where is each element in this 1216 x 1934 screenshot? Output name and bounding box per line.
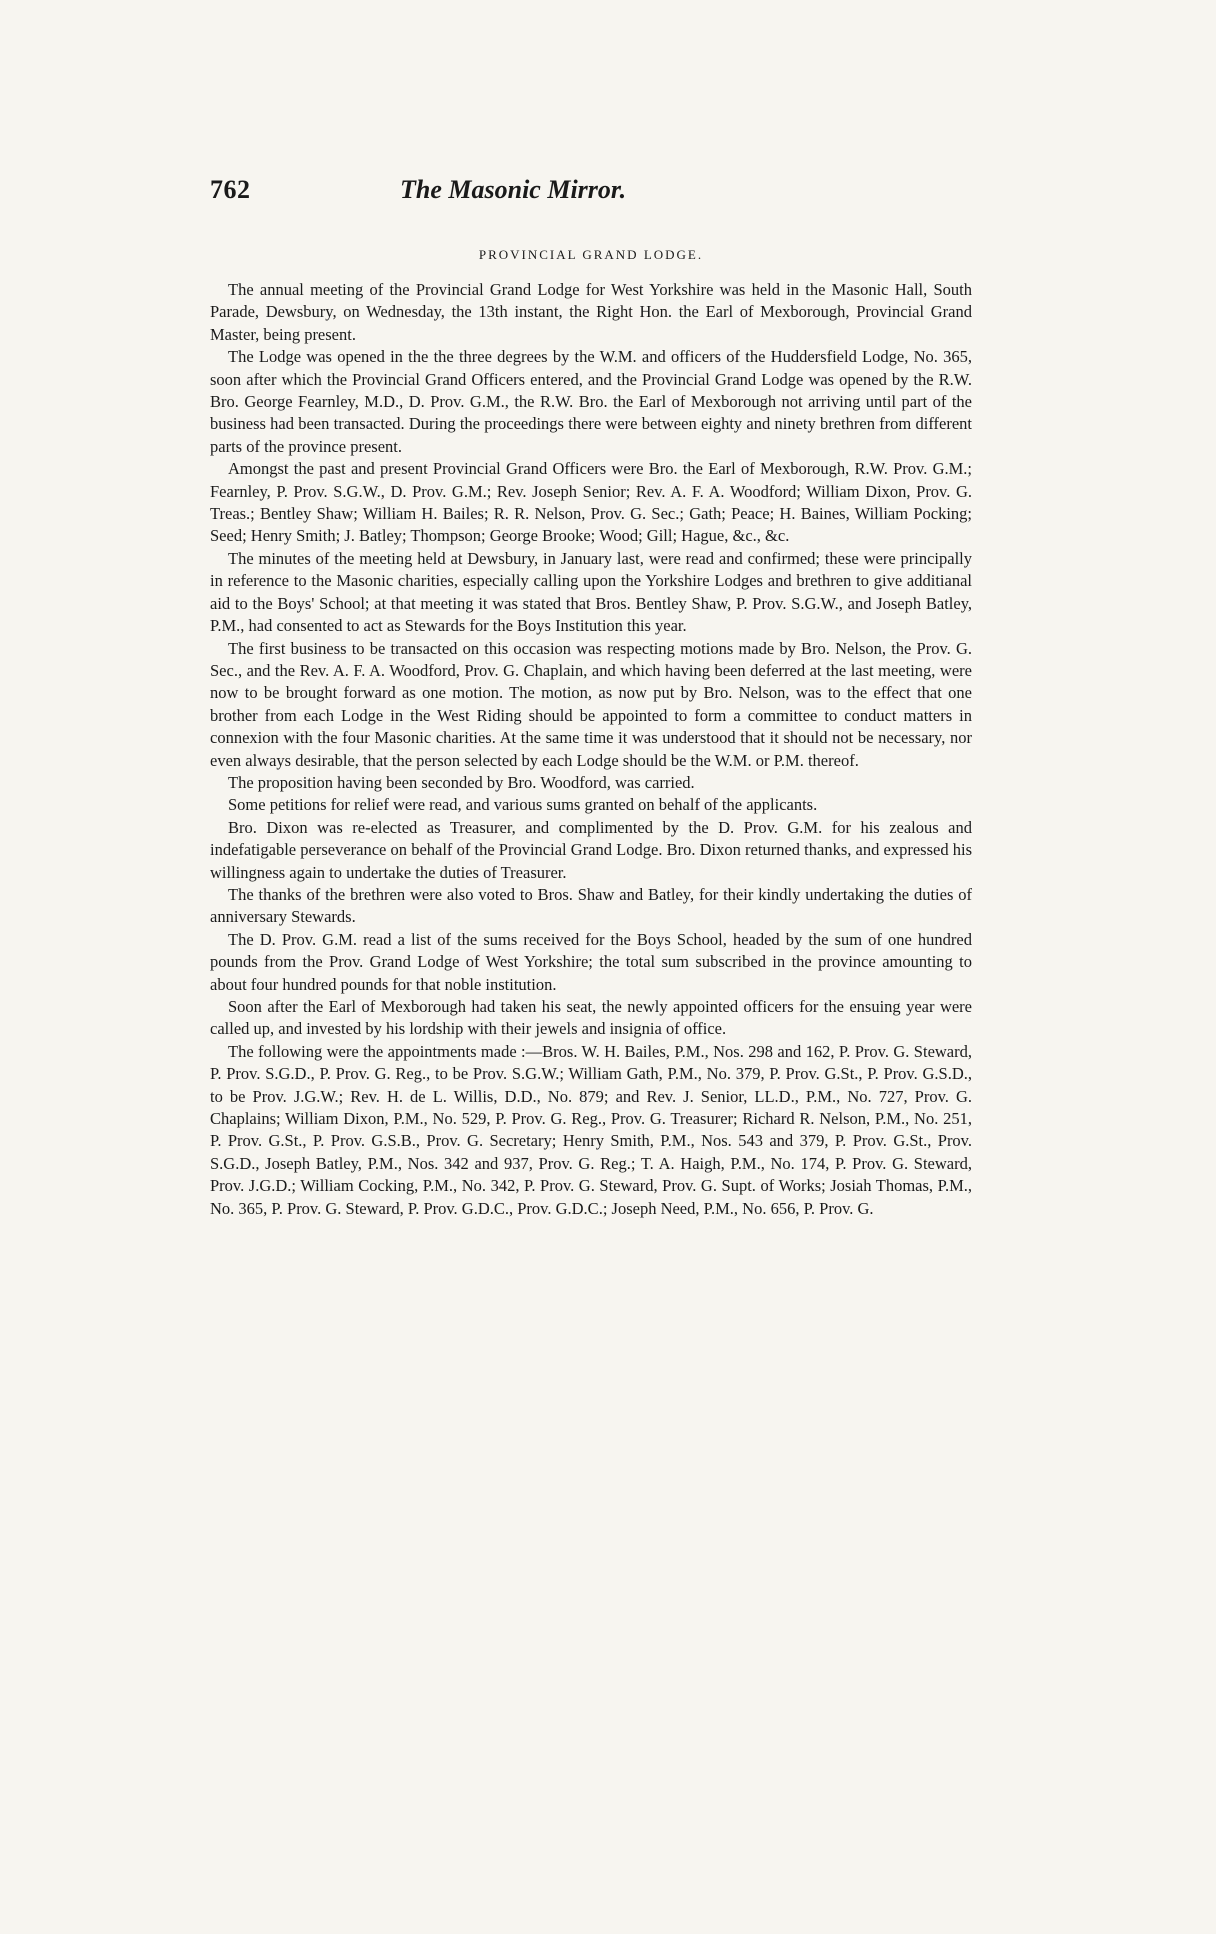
page-number: 762: [210, 175, 251, 204]
paragraph: The thanks of the brethren were also voted to Bros. Shaw and Batley, for their kindly undertaking the duties of anniversary Stewards.: [210, 884, 972, 927]
paragraph: The minutes of the meeting held at Dewsbury, in January last, were read and confirmed; these were principally in reference to the Masonic charities, especially calling upon the Yorkshire Lodges and brethren to give additianal aid to the Boys' School; at that meeting it was stated that Bros. Bentley Shaw, P. Prov. S.G.W., and Joseph Batley, P.M., had consented to act as Stewards for the Boys Institution this year.: [210, 548, 972, 636]
section-heading: PROVINCIAL GRAND LODGE.: [478, 247, 704, 262]
paragraph: The D. Prov. G.M. read a list of the sums received for the Boys School, headed by the sum of one hundred pounds from the Prov. Grand Lodge of West Yorkshire; the total sum subscribed in the province amounting to about four hundred pounds for that noble institution.: [210, 929, 972, 994]
running-head: [210, 175, 972, 219]
paragraph: Some petitions for relief were read, and various sums granted on behalf of the applicants.: [228, 795, 818, 815]
paragraph: Soon after the Earl of Mexborough had taken his seat, the newly appointed officers for the ensuing year were called up, and invested by his lordship with their jewels and insignia of office.: [210, 997, 972, 1039]
paragraph: The first business to be transacted on this occasion was respecting motions made by Bro. Nelson, the Prov. G. Sec., and the Rev. A. F. A. Woodford, Prov. G. Chaplain, and which having been deferred at the last meeting, were now to be brought forward as one motion. The motion, as now put by Bro. Nelson, was to the effect that one brother from each Lodge in the West Riding should be appointed to form a committee to conduct matters in connexion with the four Masonic charities. At the same time it was understood that it should not be necessary, nor even always desirable, that the person selected by each Lodge should be the W.M. or P.M. thereof.: [210, 638, 972, 770]
paragraph: The proposition having been seconded by Bro. Woodford, was carried.: [228, 772, 695, 792]
paragraph: The annual meeting of the Provincial Grand Lodge for West Yorkshire was held in the Masonic Hall, South Parade, Dewsbury, on Wednesday, the 13th instant, the Right Hon. the Earl of Mexborough, Provincial Grand Master, being present.: [210, 280, 972, 344]
paragraph: Bro. Dixon was re-elected as Treasurer, and complimented by the D. Prov. G.M. for his zealous and indefatigable perseverance on behalf of the Provincial Grand Lodge. Bro. Dixon returned thanks, and expressed his willingness again to undertake the duties of Treasurer.: [210, 817, 972, 882]
paragraph: Amongst the past and present Provincial Grand Officers were Bro. the Earl of Mexborough, R.W. Prov. G.M.; Fearnley, P. Prov. S.G.W., D. Prov. G.M.; Rev. Joseph Senior; Rev. A. F. A. Woodford; William Dixon, Prov. G. Treas.; Bentley Shaw; William H. Bailes; R. R. Nelson, Prov. G. Sec.; Gath; Peace; H. Baines, William Pocking; Seed; Henry Smith; J. Batley; Thompson; George Brooke; Wood; Gill; Hague, &c., &c.: [210, 459, 972, 546]
paragraph: The Lodge was opened in the the three degrees by the W.M. and officers of the Huddersfield Lodge, No. 365, soon after which the Provincial Grand Officers entered, and the Provincial Grand Lodge was opened by the R.W. Bro. George Fearnley, M.D., D. Prov. G.M., the R.W. Bro. the Earl of Mexborough not arriving until part of the business had been transacted. During the proceedings there were between eighty and ninety brethren from different parts of the province present.: [210, 347, 972, 456]
document-page: [210, 175, 972, 1220]
journal-title: The Masonic Mirror.: [400, 175, 627, 204]
paragraph: The following were the appointments made :—Bros. W. H. Bailes, P.M., Nos. 298 and 162, P. Prov. G. Steward, P. Prov. S.G.D., P. Prov. G. Reg., to be Prov. S.G.W.; William Gath, P.M., No. 379, P. Prov. G.St., P. Prov. G.S.D., to be Prov. J.G.W.; Rev. H. de L. Willis, D.D., No. 879; and Rev. J. Senior, LL.D., P.M., No. 727, Prov. G. Chaplains; William Dixon, P.M., No. 529, P. Prov. G. Reg., Prov. G. Treasurer; Richard R. Nelson, P.M., No. 251, P. Prov. G.St., P. Prov. G.S.B., Prov. G. Secretary; Henry Smith, P.M., Nos. 543 and 379, P. Prov. G.St., Prov. S.G.D., Joseph Batley, P.M., Nos. 342 and 937, Prov. G. Reg.; T. A. Haigh, P.M., No. 174, P. Prov. G. Steward, Prov. J.G.D.; William Cocking, P.M., No. 342, P. Prov. G. Steward, Prov. G. Supt. of Works; Josiah Thomas, P.M., No. 365, P. Prov. G. Steward, P. Prov. G.D.C., Prov. G.D.C.; Joseph Need, P.M., No. 656, P. Prov. G.: [210, 1041, 972, 1218]
article-body: [210, 279, 972, 1220]
